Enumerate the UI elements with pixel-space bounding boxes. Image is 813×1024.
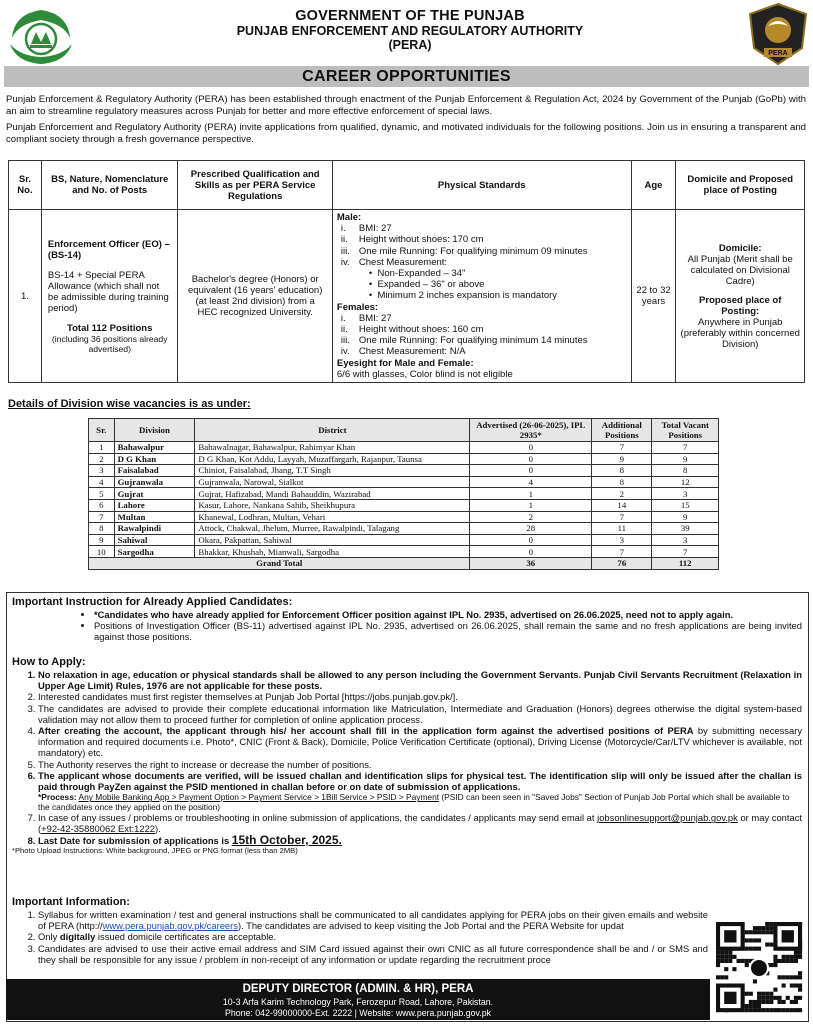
division-cell-sr: 8 [89,523,115,535]
header-qualification: Prescribed Qualification and Skills as per PERA Service Regulations [178,161,332,210]
physical-standards-cell [332,210,631,383]
division-cell-add: 8 [592,465,652,477]
post-note: (including 36 positions already advertised) [51,333,168,354]
female-item: iv. Chest Measurement: N/A [340,346,466,358]
payment-process: *Process: Any Mobile Banking App > Payment Option > Payment Service > 1Bill Service > PSID > Payment (PSID can been seen in "Saved Jobs" Section of Punjab Job Portal which shall be available to the candidates once they applied on the position) [38,792,790,813]
male-item: i. BMI: 27 [340,223,392,235]
table-row [89,442,719,454]
division-cell-division: Sargodha [114,546,195,558]
post-total: Total 112 Positions [67,322,153,334]
division-cell-division: Lahore [114,499,195,511]
division-cell-adv: 0 [470,534,592,546]
division-cell-sr: 9 [89,534,115,546]
posting-value: Anywhere in Punjab (preferably within concerned Division) [680,316,800,350]
qr-code-icon[interactable] [712,918,807,1020]
male-item: iv. Chest Measurement: [340,256,448,268]
division-cell-sr: 1 [89,442,115,454]
division-cell-add: 8 [592,476,652,488]
header-sr: Sr. No. [9,161,42,210]
apply-item-2: 2. Interested candidates must first register themselves at Punjab Job Portal [https://jobs.punjab.gov.pk/]. [38,691,802,702]
apply-item-3: 3. The candidates are advised to provide their complete educational information like Matriculation, Intermediate and Graduation (Honors) degrees otherwise the digital system-based validation may not allow them to proceed further for completion of online application process. [38,703,802,725]
domicile-label: Domicile: [718,242,762,254]
position-row [9,210,805,383]
div-header-division: Division [114,419,195,442]
division-cell-district: D G Khan, Kot Addu, Layyah, Muzaffargarh, Rajanpur, Taunsa [195,453,470,465]
division-cell-sr: 2 [89,453,115,465]
applied-title: Important Instruction for Already Applied Candidates: [12,596,293,608]
table-row [89,453,719,465]
header-line-1: GOVERNMENT OF THE PUNJAB [295,8,525,24]
eyesight-value: 6/6 with glasses, Color blind is not eligible [336,368,513,380]
division-cell-sr: 4 [89,476,115,488]
division-cell-district: Chiniot, Faisalabad, Jhang, T.T Singh [195,465,470,477]
division-cell-district: Gujrat, Hafizabad, Mandi Bahauddin, Wazirabad [195,488,470,500]
division-cell-add: 9 [592,453,652,465]
domicile-cell [676,210,805,383]
division-cell-add: 7 [592,546,652,558]
info-item-2: 2. Only digitally issued domicile certificates are acceptable. [38,931,708,942]
division-cell-adv: 0 [470,546,592,558]
division-cell-adv: 4 [470,476,592,488]
chest-item: • Expanded – 36" or above [368,279,485,291]
table-row [89,476,719,488]
apply-item-6: 6. The applicant whose documents are verified, will be issued challan and identification slips for physical test. The identification slip will only be issued after the challan is paid through PayZen against the PSID mentioned in challan before or on date of submission of applications. [38,770,802,792]
apply-item-4: 4. After creating the account, the applicant through his/ her account shall fill in the application form against the advertised positions of PERA by submitting necessary information and required documents i.e. Photo*, CNIC (Front & Back), Domicile, Police Verification Certificate (optional), Driving License (Motorcycle/Car/LTV whichever is available, not mandatory) etc. [38,725,802,759]
header-age: Age [631,161,676,210]
division-cell-district: Bhakkar, Khushab, Mianwali, Sargodha [195,546,470,558]
division-cell-total: 7 [652,442,719,454]
division-cell-division: D G Khan [114,453,195,465]
division-cell-add: 3 [592,534,652,546]
div-header-district: District [195,419,470,442]
info-item-3: 3. Candidates are advised to use their active email address and SIM Card issued against their own CNIC as all future correspondence shall be and / or SMS and they shall be responsible for any issue / problem in non-receipt of any information or update regarding the recruitment proce [38,943,708,965]
post-allowance: BS-14 + Special PERA Allowance (which shall not be admissible during training period) [47,269,169,314]
page-header [0,0,813,66]
position-bs-cell [41,210,178,383]
division-cell-total: 9 [652,453,719,465]
apply-item-7: 7. In case of any issues / problems or troubleshooting in online submission of applications, the candidates / applicants may send email at jobsonlinesupport@punjab.gov.pk or may contact (+92-42-35880062 Ext:1222). [38,812,802,834]
table-row [89,465,719,477]
division-cell-total: 7 [652,546,719,558]
intro-paragraph-2: Punjab Enforcement and Regulatory Authority (PERA) invite applications from qualified, dynamic, and motivated individuals for the following positions. Join us in ensuring a transparent and compliant society through a fresh governance perspective. [6,122,806,145]
important-info-title: Important Information: [12,896,130,908]
division-cell-add: 11 [592,523,652,535]
division-cell-district: Gujranwala, Narowal, Sialkot [195,476,470,488]
div-header-advertised: Advertised (26-06-2025), IPL 2935* [470,419,592,442]
div-header-total: Total Vacant Positions [652,419,719,442]
division-cell-sr: 6 [89,499,115,511]
division-cell-adv: 2 [470,511,592,523]
female-item: ii. Height without shoes: 160 cm [340,324,484,336]
header-line-3: (PERA) [388,38,432,52]
division-cell-sr: 10 [89,546,115,558]
table-row [89,511,719,523]
chest-item: • Minimum 2 inches expansion is mandatory [368,290,558,302]
punjab-government-logo [6,4,76,66]
division-cell-total: 8 [652,465,719,477]
division-cell-adv: 28 [470,523,592,535]
footer-contact-band [6,979,710,1020]
table-row [89,523,719,535]
division-cell-district: Khanewal, Lodhran, Multan, Vehari [195,511,470,523]
qualification-cell: Bachelor's degree (Honors) or equivalent (16 years' education) (at least 2nd division) from a HEC recognized University. [178,210,332,383]
grand-total-row [89,557,719,569]
division-cell-division: Multan [114,511,195,523]
division-cell-adv: 0 [470,442,592,454]
posting-label: Proposed place of Posting: [699,294,782,317]
division-cell-district: Attock, Chakwal, Jhelum, Murree, Rawalpindi, Talagang [195,523,470,535]
female-item: i. BMI: 27 [340,312,392,324]
division-cell-adv: 0 [470,453,592,465]
division-cell-district: Okara, Pakpattan, Sahiwal [195,534,470,546]
division-section-title: Details of Division wise vacancies is as under: [8,398,251,410]
position-sr: 1. [9,210,42,383]
apply-item-1: 1. No relaxation in age, education or physical standards shall be allowed to any person including the Government Servants. Punjab Civil Servants Recruitment (Relaxation in Upper Age Limit) Rules, 1976 are not applicable for these posts. [38,669,802,691]
grand-total-add: 76 [592,557,652,569]
division-cell-total: 9 [652,511,719,523]
division-cell-district: Kasur, Lahore, Nankana Sahib, Sheikhupura [195,499,470,511]
domicile-value: All Punjab (Merit shall be calculated on Divisional Cadre) [687,253,793,287]
division-cell-add: 7 [592,442,652,454]
division-cell-adv: 1 [470,499,592,511]
chest-item: • Non-Expanded – 34" [368,268,466,280]
male-item: iii. One mile Running: For qualifying minimum 09 minutes [340,245,588,257]
how-to-apply-title: How to Apply: [12,656,86,668]
division-cell-add: 14 [592,499,652,511]
apply-item-5: 5. The Authority reserves the right to increase or decrease the number of positions. [38,759,802,770]
pera-logo [746,2,810,66]
div-header-additional: Additional Positions [592,419,652,442]
table-row [89,534,719,546]
table-row [89,488,719,500]
grand-total-total: 112 [652,557,719,569]
division-cell-add: 2 [592,488,652,500]
division-cell-division: Sahiwal [114,534,195,546]
division-cell-sr: 5 [89,488,115,500]
female-item: iii. One mile Running: For qualifying minimum 14 minutes [340,335,588,347]
division-cell-total: 15 [652,499,719,511]
division-cell-adv: 1 [470,488,592,500]
eyesight-label: Eyesight for Male and Female: [336,357,474,369]
how-to-apply-section [12,656,802,856]
division-cell-sr: 7 [89,511,115,523]
info-item-1: 1. Syllabus for written examination / test and general instructions shall be communicated to all candidates applying for PERA jobs on their given emails and website of PERA (http://www.pera.punjab.gov.pk/careers). The candidates are advised to keep visiting the Job Portal and the PERA Website for updat [38,909,708,931]
footer-address: 10-3 Arfa Karim Technology Park, Ferozepur Road, Lahore, Pakistan. [222,997,494,1007]
division-table-header [89,419,719,442]
division-cell-total: 12 [652,476,719,488]
division-cell-division: Rawalpindi [114,523,195,535]
header-bs: BS, Nature, Nomenclature and No. of Posts [41,161,178,210]
last-date: 15th October, 2025. [231,832,342,847]
important-info-section [12,896,708,965]
division-cell-division: Bahawalpur [114,442,195,454]
careers-link[interactable]: www.pera.punjab.gov.pk/careers [102,920,238,932]
male-label: Male: [336,212,362,223]
header-line-2: PUNJAB ENFORCEMENT AND REGULATORY AUTHORITY [236,24,584,38]
div-header-sr: Sr. [89,419,115,442]
positions-table [8,160,805,383]
division-cell-sr: 3 [89,465,115,477]
post-title: Enforcement Officer (EO) – (BS-14) [47,238,170,261]
age-cell: 22 to 32 years [631,210,676,383]
grand-total-label: Grand Total [89,557,470,569]
intro-text [6,94,806,150]
apply-item-8: 8. Last Date for submission of applications is 15th October, 2025. [38,835,802,846]
division-cell-adv: 0 [470,465,592,477]
division-table [88,418,719,570]
applied-bullet-1: • *Candidates who have already applied for Enforcement Officer position against IPL No. 2935, advertised on 26.06.2025, need not to apply again. [94,609,802,620]
footer-contact: Phone: 042-99000000-Ext. 2222 | Website: www.pera.punjab.gov.pk [224,1007,492,1018]
grand-total-adv: 36 [470,557,592,569]
support-phone[interactable]: +92-42-35880062 Ext:1222 [41,823,156,835]
table-row [89,499,719,511]
division-cell-division: Gujrat [114,488,195,500]
header-physical: Physical Standards [332,161,631,210]
support-email-link[interactable]: jobsonlinesupport@punjab.gov.pk [597,812,738,824]
male-item: ii. Height without shoes: 170 cm [340,234,484,246]
table-row [89,546,719,558]
pera-logo-text: PERA [768,50,788,57]
footer-title: DEPUTY DIRECTOR (ADMIN. & HR), PERA [242,983,474,995]
division-cell-add: 7 [592,511,652,523]
positions-table-header [9,161,805,210]
career-opportunities-band: CAREER OPPORTUNITIES [4,66,809,87]
division-cell-district: Bahawalnagar, Bahawalpur, Rahimyar Khan [195,442,470,454]
intro-paragraph-1: Punjab Enforcement & Regulatory Authority (PERA) has been established through enactment of the Punjab Enforcement & Regulation Act, 2024 by Government of the Punjab (GoPb) with an aim to streamline regulatory measures across Punjab for better and more effective enforcement of special laws. [6,94,806,117]
header-domicile: Domicile and Proposed place of Posting [676,161,805,210]
applied-bullet-2: • Positions of Investigation Officer (BS-11) advertised against IPL No. 2935, advertised on 26.06.2025, shall remain the same and no fresh applications are being invited against those positions. [94,620,802,642]
division-cell-division: Gujranwala [114,476,195,488]
division-cell-division: Faisalabad [114,465,195,477]
division-cell-total: 3 [652,488,719,500]
female-label: Females: [336,301,379,313]
division-cell-total: 39 [652,523,719,535]
applied-candidates-section [12,596,802,643]
photo-note: *Photo Upload Instructions: White background, JPEG or PNG format (less than 2MB) [12,845,298,855]
division-cell-total: 3 [652,534,719,546]
